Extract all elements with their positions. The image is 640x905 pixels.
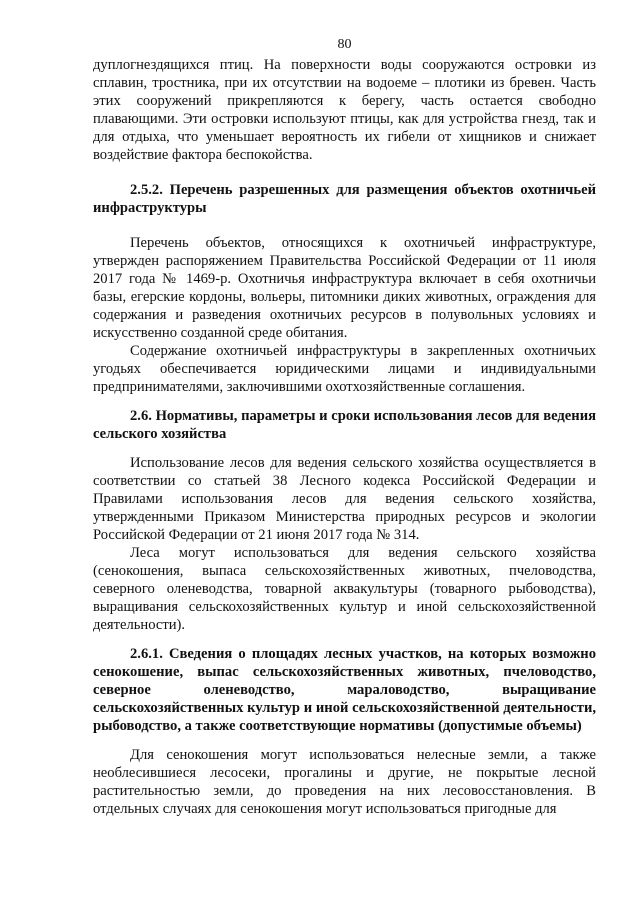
spacer	[93, 735, 596, 746]
spacer	[93, 634, 596, 645]
heading-2-6-1: 2.6.1. Сведения о площадях лесных участков, на которых возможно сенокошение, выпас сельскохозяйственных животных, пчеловодство, северное оленеводство, мараловодство, выращивание сельскохозяйственных культур и иной сельскохозяйственной деятельности, рыбоводство, а также соответствующие нормативы (допустимые объемы)	[93, 646, 596, 734]
spacer	[93, 396, 596, 407]
heading-2-5-2: 2.5.2. Перечень разрешенных для размещения объектов охотничьей инфраструктуры	[93, 182, 596, 216]
document-page	[93, 36, 596, 818]
spacer	[93, 164, 596, 181]
page-number: 80	[337, 37, 352, 52]
spacer	[93, 217, 596, 234]
paragraph-agriculture-uses: Леса могут использоваться для ведения сельского хозяйства (сенокошения, выпаса сельскохозяйственных животных, пчеловодства, северного оленеводства, товарной аквакультуры (товарного рыбоводства), выращивания сельскохозяйственных культур и иной сельскохозяйственной деятельности).	[93, 545, 596, 633]
heading-2-6: 2.6. Нормативы, параметры и сроки использования лесов для ведения сельского хозяйства	[93, 408, 596, 442]
spacer	[93, 443, 596, 454]
paragraph-birds-islands: дуплогнездящихся птиц. На поверхности воды сооружаются островки из сплавин, тростника, при их отсутствии на водоеме – плотики из бревен. Часть этих сооружений прикрепляются к берегу, часть остается свободно плавающими. Эти островки используют птицы, как для устройства гнезд, так и для отдыха, что уменьшает вероятность их гибели от хищников и снижает воздействие фактора беспокойства.	[93, 57, 596, 163]
paragraph-agriculture-law: Использование лесов для ведения сельского хозяйства осуществляется в соответствии со статьей 38 Лесного кодекса Российской Федерации и Правилами использования лесов для ведения сельского хозяйства, утвержденными Приказом Министерства природных ресурсов и экологии Российской Федерации от 21 июня 2017 года № 314.	[93, 455, 596, 543]
paragraph-infrastructure-list: Перечень объектов, относящихся к охотничьей инфраструктуре, утвержден распоряжением Правительства Российской Федерации от 11 июля 2017 года № 1469-р. Охотничья инфраструктура включает в себя охотничьи базы, егерские кордоны, вольеры, питомники диких животных, ограждения для содержания и разведения охотничьих ресурсов в полувольных условиях и искусственно созданной среде обитания.	[93, 235, 596, 341]
paragraph-haymaking: Для сенокошения могут использоваться нелесные земли, а также необлесившиеся лесосеки, прогалины и другие, не покрытые лесной растительностью земли, до проведения на них лесовосстановления. В отдельных случаях для сенокошения могут использоваться пригодные для	[93, 747, 596, 817]
paragraph-infrastructure-maintenance: Содержание охотничьей инфраструктуры в закрепленных охотничьих угодьях обеспечивается юридическими лицами и индивидуальными предпринимателями, заключившими охотхозяйственные соглашения.	[93, 343, 596, 395]
